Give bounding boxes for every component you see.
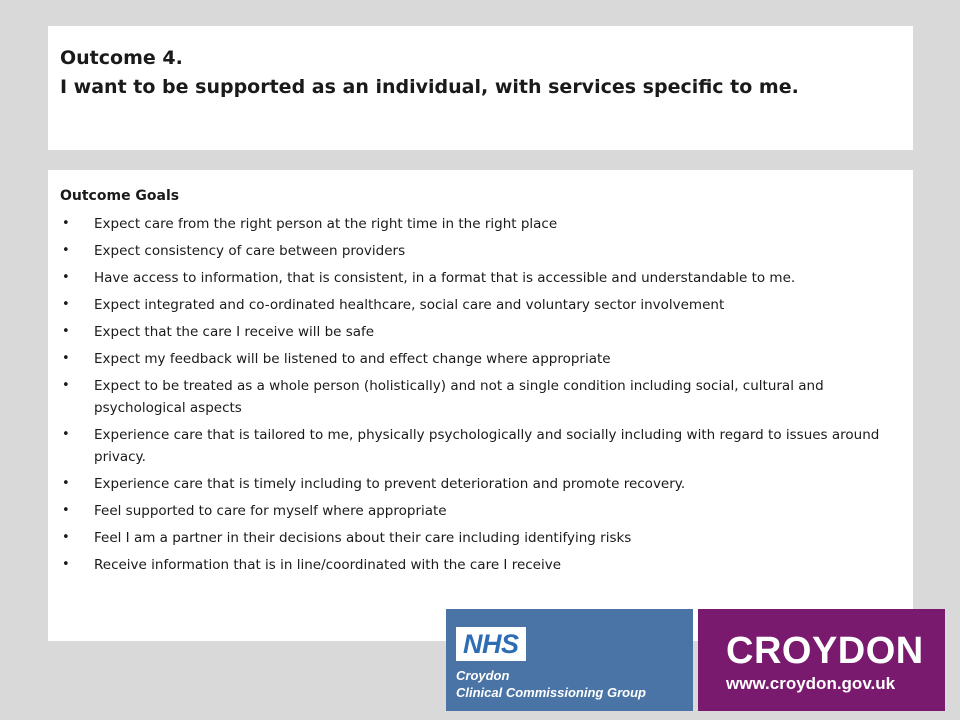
nhs-mark-icon: NHS [456, 627, 526, 661]
goal-text: Have access to information, that is consistent, in a format that is accessible and understandable to me. [94, 270, 796, 286]
goal-text: Expect to be treated as a whole person (holistically) and not a single condition including social, cultural and psychological aspects [94, 378, 824, 416]
goal-text: Expect integrated and co-ordinated healthcare, social care and voluntary sector involvement [94, 297, 725, 313]
bullet-icon: • [62, 378, 70, 393]
goal-text: Expect consistency of care between providers [94, 243, 406, 259]
goal-text: Expect that the care I receive will be safe [94, 324, 375, 340]
nhs-org-line2: Clinical Commissioning Group [456, 685, 646, 700]
goal-text: Expect my feedback will be listened to and effect change where appropriate [94, 351, 611, 367]
bullet-icon: • [62, 557, 70, 572]
bullet-icon: • [62, 503, 70, 518]
bullet-icon: • [62, 351, 70, 366]
croydon-name: CROYDON [726, 630, 924, 672]
bullet-icon: • [62, 297, 70, 312]
bullet-icon: • [62, 324, 70, 339]
goal-text: Experience care that is tailored to me, physically psychologically and socially including with regard to issues around privacy. [94, 427, 880, 465]
bullet-icon: • [62, 476, 70, 491]
list-item [60, 527, 901, 549]
bullet-icon: • [62, 243, 70, 258]
list-item [60, 375, 901, 419]
goal-text: Receive information that is in line/coordinated with the care I receive [94, 557, 562, 573]
nhs-org-name [456, 667, 683, 701]
list-item [60, 321, 901, 343]
bullet-icon: • [62, 270, 70, 285]
outcome-statement: I want to be supported as an individual, with services specific to me. [60, 76, 799, 98]
bullet-icon: • [62, 530, 70, 545]
list-item [60, 424, 901, 468]
list-item [60, 554, 901, 576]
goal-text: Expect care from the right person at the right time in the right place [94, 216, 558, 232]
croydon-url: www.croydon.gov.uk [726, 674, 896, 693]
goal-text: Feel supported to care for myself where appropriate [94, 503, 447, 519]
goal-text: Experience care that is timely including to prevent deterioration and promote recovery. [94, 476, 686, 492]
list-item [60, 213, 901, 235]
list-item [60, 267, 901, 289]
title-panel [48, 26, 913, 150]
list-item [60, 294, 901, 316]
goal-text: Feel I am a partner in their decisions about their care including identifying risks [94, 530, 632, 546]
outcome-number: Outcome 4. [60, 47, 183, 69]
list-item [60, 500, 901, 522]
croydon-council-logo [698, 609, 945, 711]
nhs-org-line1: Croydon [456, 668, 510, 683]
list-item [60, 348, 901, 370]
bullet-icon: • [62, 216, 70, 231]
goals-heading: Outcome Goals [60, 188, 180, 204]
bullet-icon: • [62, 427, 70, 442]
goals-list [60, 213, 901, 576]
list-item [60, 473, 901, 495]
content-panel [48, 170, 913, 641]
nhs-croydon-ccg-logo [446, 609, 693, 711]
list-item [60, 240, 901, 262]
